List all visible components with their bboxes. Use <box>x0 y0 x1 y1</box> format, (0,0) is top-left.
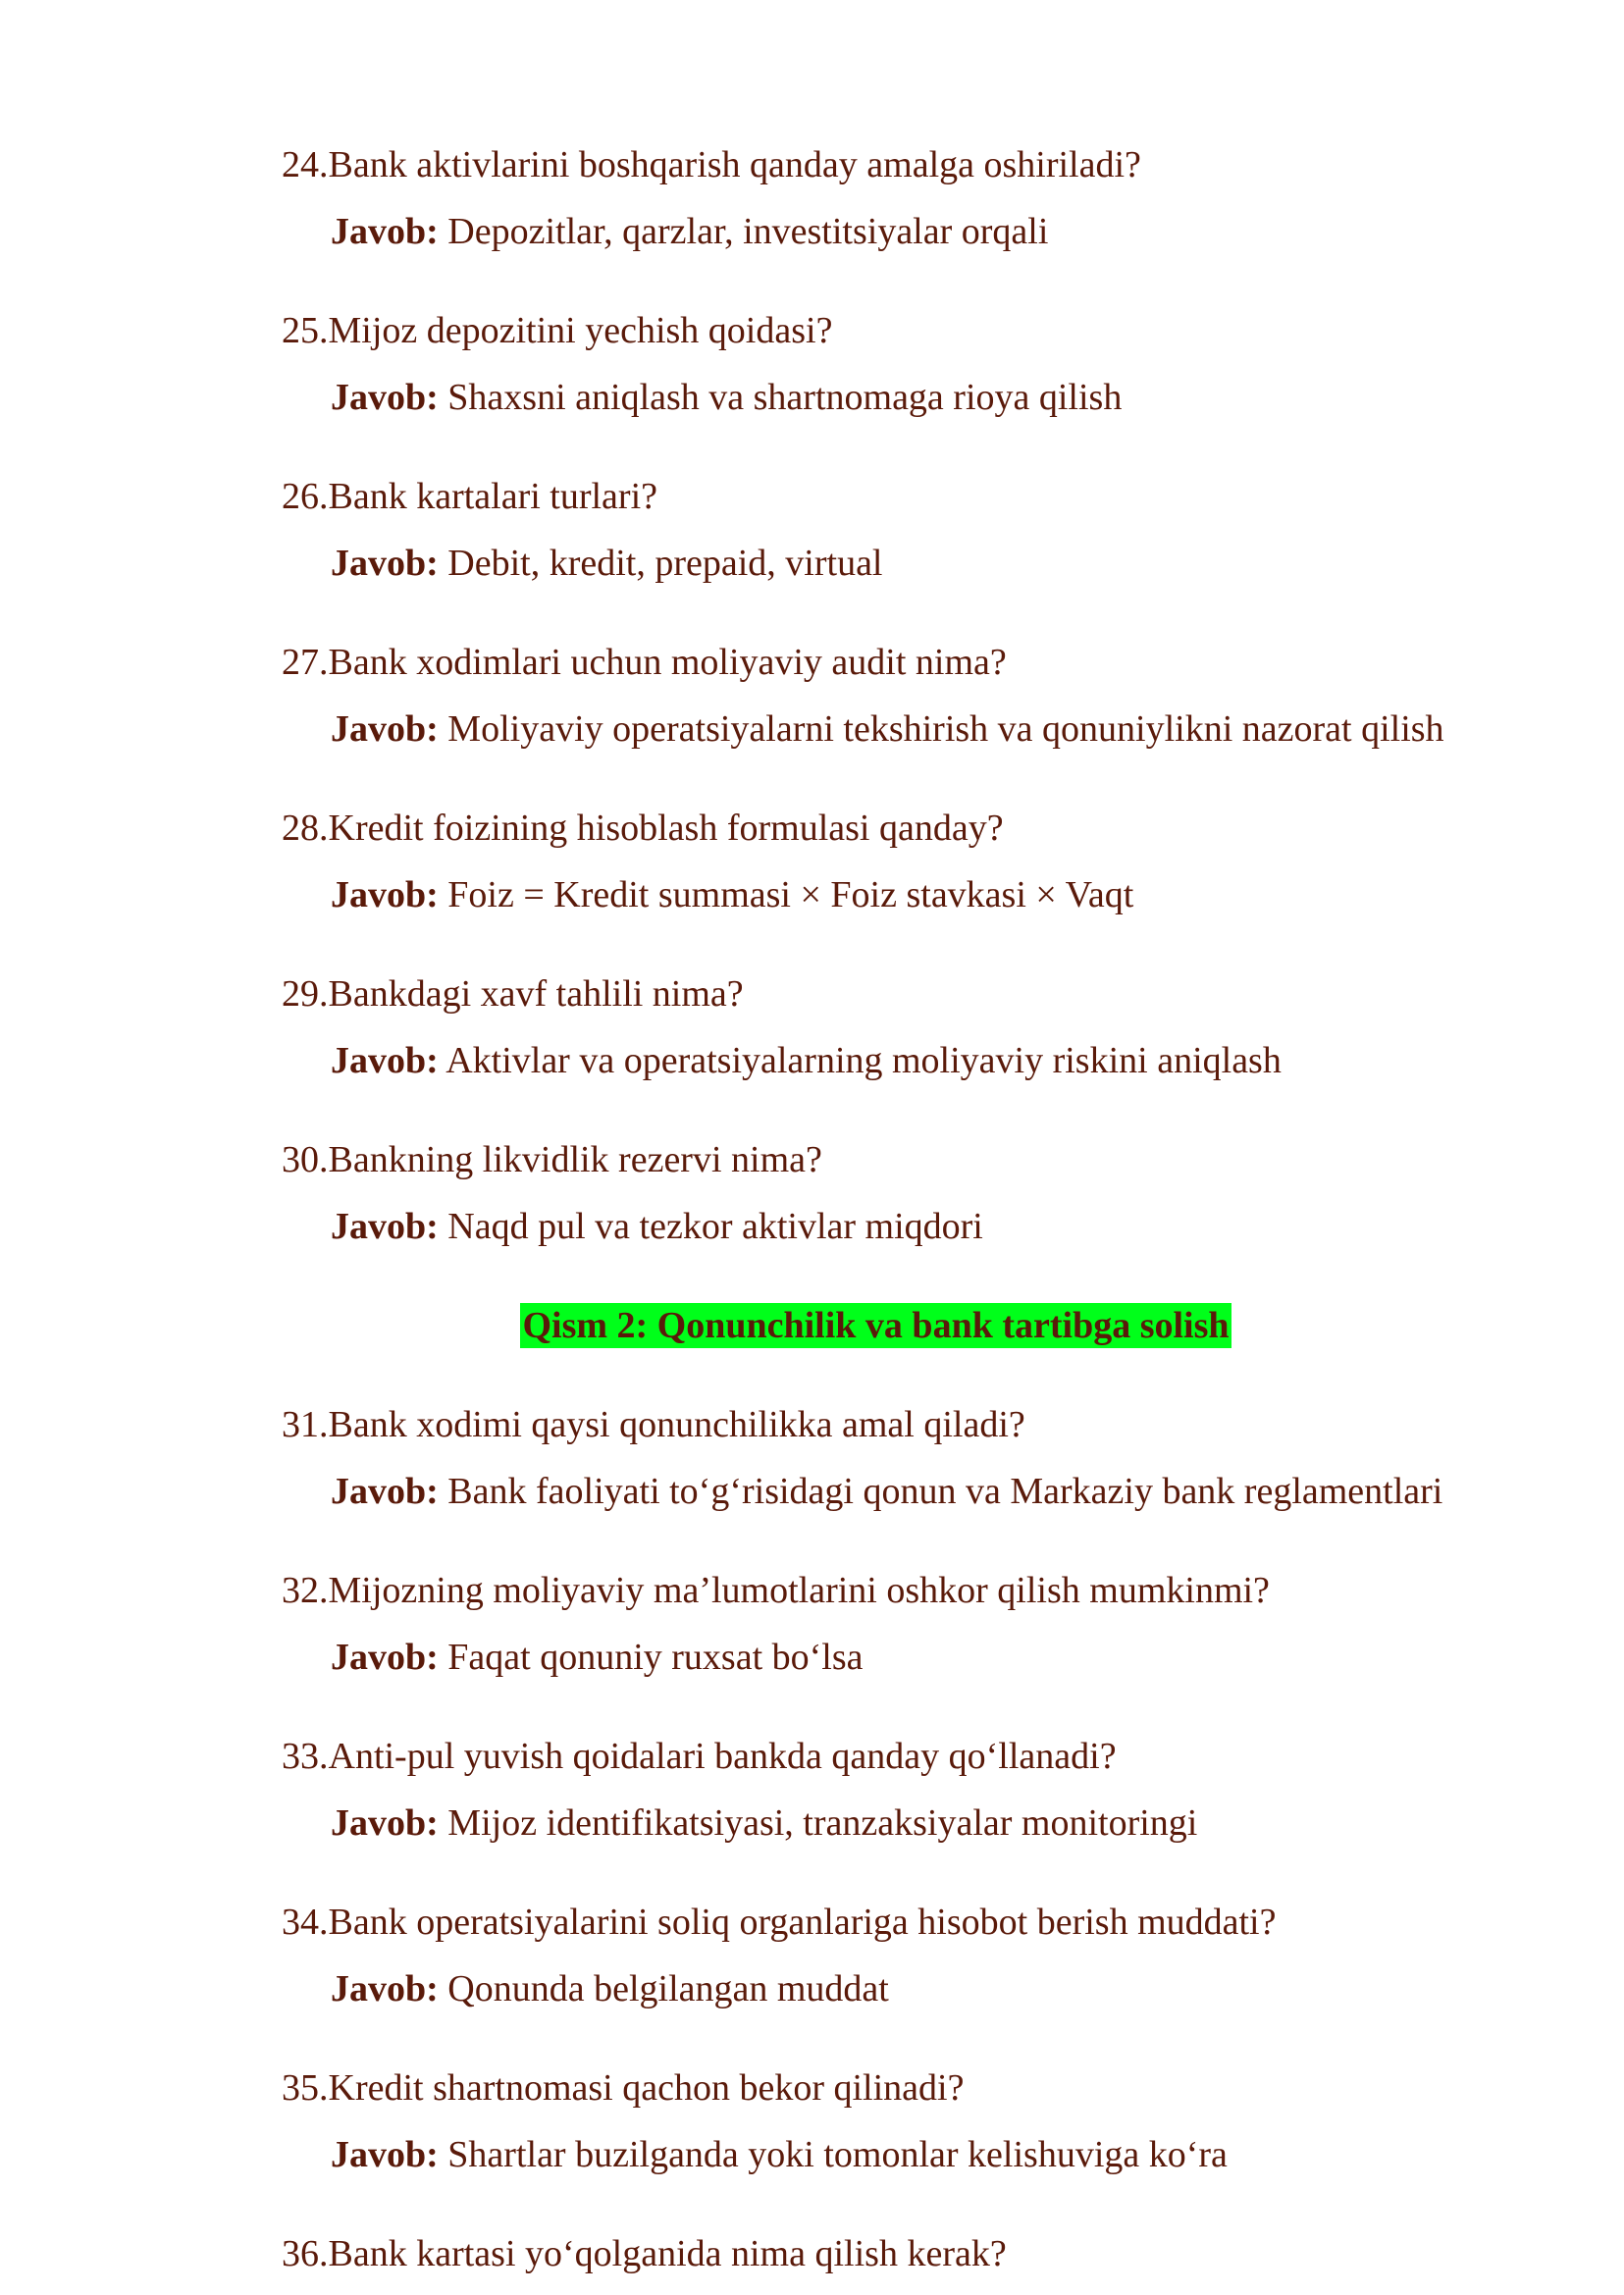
question: 28.Kredit foizining hisoblash formulasi qanday? <box>282 808 1004 849</box>
question: 35.Kredit shartnomasi qachon bekor qilinadi? <box>282 2067 965 2109</box>
answer: Javob: Moliyaviy operatsiyalarni tekshirish va qonuniylikni nazorat qilish <box>331 708 1444 750</box>
answer-label: Javob: <box>331 874 439 915</box>
question: 27.Bank xodimlari uchun moliyaviy audit nima? <box>282 642 1007 683</box>
answer: Javob: Depozitlar, qarzlar, investitsiyalar orqali <box>331 211 1049 252</box>
answer-label: Javob: <box>331 1637 439 1678</box>
answer: Javob: Naqd pul va tezkor aktivlar miqdori <box>331 1206 983 1247</box>
answer-label: Javob: <box>331 1206 439 1247</box>
question: 24.Bank aktivlarini boshqarish qanday amalga oshiriladi? <box>282 144 1141 185</box>
question: 36.Bank kartasi yo‘qolganida nima qilish kerak? <box>282 2233 1007 2274</box>
answer: Javob: Qonunda belgilangan muddat <box>331 1968 889 2009</box>
question: 26.Bank kartalari turlari? <box>282 476 658 517</box>
question: 34.Bank operatsiyalarini soliq organlariga hisobot berish muddati? <box>282 1902 1277 1943</box>
question: 33.Anti-pul yuvish qoidalari bankda qanday qo‘llanadi? <box>282 1736 1117 1777</box>
answer-label: Javob: <box>331 1968 439 2009</box>
question: 29.Bankdagi xavf tahlili nima? <box>282 973 744 1015</box>
answer: Javob: Shartlar buzilganda yoki tomonlar kelishuviga ko‘ra <box>331 2134 1228 2175</box>
question: 30.Bankning likvidlik rezervi nima? <box>282 1139 822 1180</box>
answer-label: Javob: <box>331 708 439 750</box>
section-heading: Qism 2: Qonunchilik va bank tartibga solish <box>522 1305 1230 1346</box>
answer-label: Javob: <box>331 1802 439 1844</box>
answer: Javob: Aktivlar va operatsiyalarning moliyaviy riskini aniqlash <box>331 1040 1282 1081</box>
answer-label: Javob: <box>331 1471 439 1512</box>
answer-label: Javob: <box>331 2134 439 2175</box>
answer-label: Javob: <box>331 1040 439 1081</box>
answer: Javob: Faqat qonuniy ruxsat bo‘lsa <box>331 1637 864 1678</box>
answer: Javob: Foiz = Kredit summasi × Foiz stavkasi × Vaqt <box>331 874 1134 915</box>
answer-label: Javob: <box>331 543 439 584</box>
answer-label: Javob: <box>331 211 439 252</box>
question: 32.Mijozning moliyaviy ma’lumotlarini oshkor qilish mumkinmi? <box>282 1570 1270 1611</box>
answer-label: Javob: <box>331 377 439 418</box>
question: 25.Mijoz depozitini yechish qoidasi? <box>282 310 833 351</box>
answer: Javob: Shaxsni aniqlash va shartnomaga rioya qilish <box>331 377 1123 418</box>
answer: Javob: Bank faoliyati to‘g‘risidagi qonun va Markaziy bank reglamentlari <box>331 1471 1443 1512</box>
answer: Javob: Debit, kredit, prepaid, virtual <box>331 543 883 584</box>
answer: Javob: Mijoz identifikatsiyasi, tranzaksiyalar monitoringi <box>331 1802 1198 1844</box>
question: 31.Bank xodimi qaysi qonunchilikka amal qiladi? <box>282 1404 1025 1445</box>
